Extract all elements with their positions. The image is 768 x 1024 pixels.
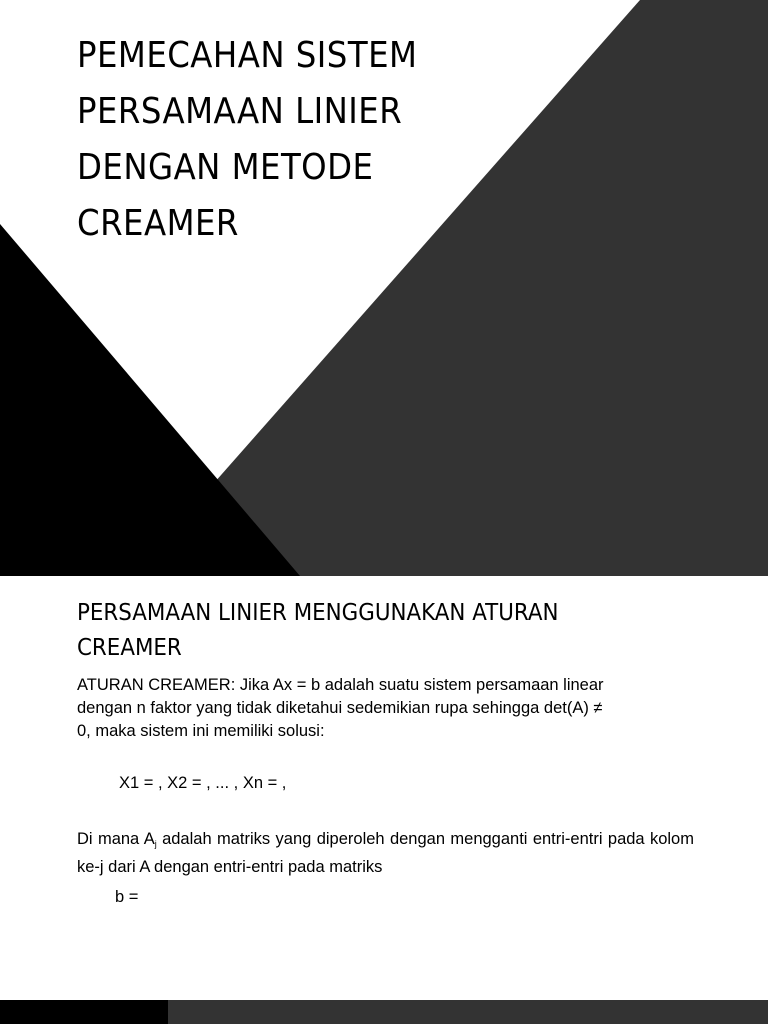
slide-title xyxy=(77,28,545,252)
b-matrix-label: b = xyxy=(115,888,139,906)
paragraph-line: dengan n faktor yang tidak diketahui sedemikian rupa sehingga det(A) ≠ xyxy=(77,699,603,717)
title-line: CREAMER xyxy=(77,203,239,244)
matrix-explanation-paragraph xyxy=(77,828,694,879)
paragraph-suffix: adalah matriks yang diperoleh dengan mengganti entri-entri pada kolom ke-j dari A dengan entri-entri pada matriks xyxy=(77,830,694,876)
black-triangle xyxy=(0,224,300,576)
title-line: PEMECAHAN SISTEM xyxy=(77,35,418,76)
slide-2 xyxy=(0,576,768,1000)
subscript-j: j xyxy=(154,839,157,849)
slide-3-partial xyxy=(0,1000,768,1024)
slide-2-heading xyxy=(77,596,672,666)
solution-formula: X1 = , X2 = , ... , Xn = , xyxy=(119,774,287,792)
title-line: PERSAMAAN LINIER xyxy=(77,91,403,132)
paragraph-line: 0, maka sistem ini memiliki solusi: xyxy=(77,722,325,740)
slide-3-background xyxy=(0,1000,768,1024)
black-strip xyxy=(0,1000,186,1024)
paragraph-line: ATURAN CREAMER: Jika Ax = b adalah suatu sistem persamaan linear xyxy=(77,676,604,694)
heading-line: PERSAMAAN LINIER MENGGUNAKAN ATURAN xyxy=(77,600,559,626)
dark-gray-strip xyxy=(168,1000,768,1024)
title-line: DENGAN METODE xyxy=(77,147,374,188)
paragraph-prefix: Di mana A xyxy=(77,830,155,848)
heading-line: CREAMER xyxy=(77,635,182,661)
cramer-rule-paragraph xyxy=(77,674,694,743)
